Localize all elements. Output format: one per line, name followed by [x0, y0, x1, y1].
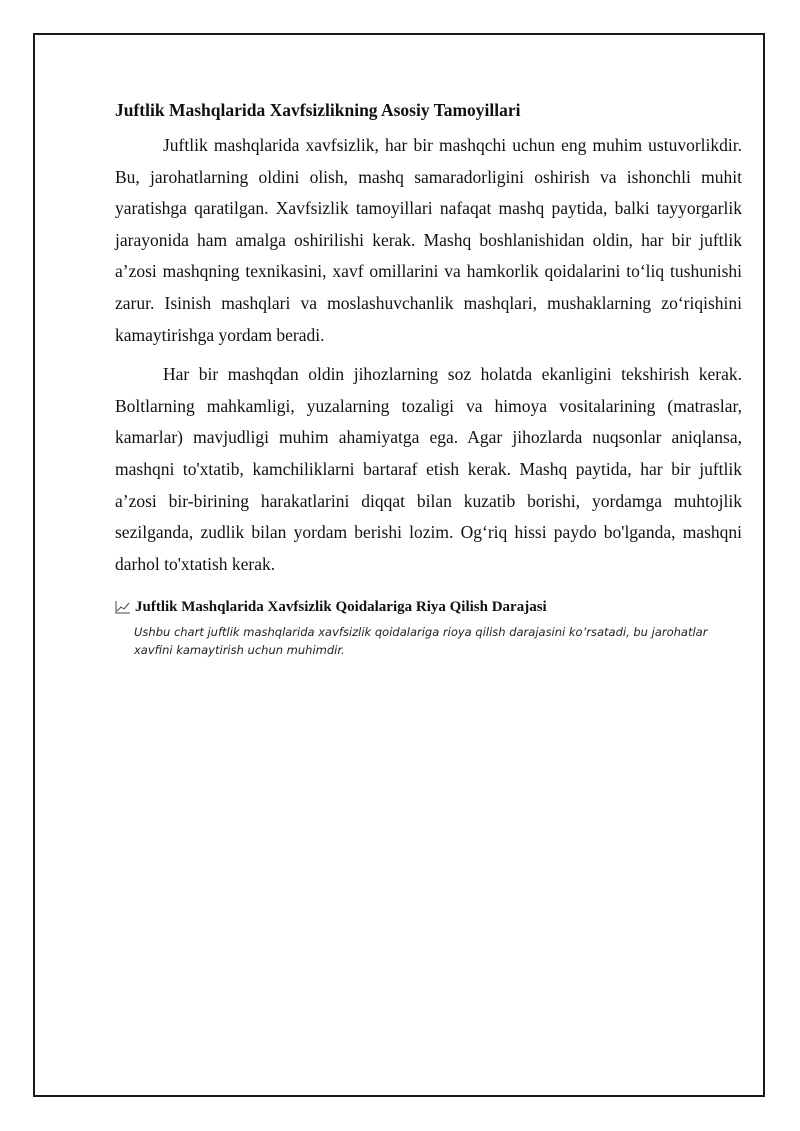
section-heading: Juftlik Mashqlarida Xavfsizlikning Asosiy Tamoyillari: [115, 100, 521, 120]
chart-title-row: [115, 596, 742, 618]
chart-caption: Ushbu chart juftlik mashqlarida xavfsizlik qoidalariga rioya qilish darajasini ko’rsatadi, bu jarohatlar xavfini kamaytirish uchun muhimdir.: [134, 625, 708, 658]
chart-title: Juftlik Mashqlarida Xavfsizlik Qoidalariga Riya Qilish Darajasi: [135, 599, 547, 616]
paragraph-safety-principles: Juftlik mashqlarida xavfsizlik, har bir mashqchi uchun eng muhim ustuvorlikdir. Bu, jarohatlarning oldini olish, mashq samaradorligini oshirish va ishonchli muhit yaratishga qaratilgan. Xavfsizlik tamoyillari nafaqat mashq paytida, balki tayyorgarlik jarayonida ham amalga oshirilishi kerak. Mashq boshlanishidan oldin, har bir juftlik a’zosi mashqning texnikasini, xavf omillarini va hamkorlik qoidalarini to‘liq tushunishi zarur. Isinish mashqlari va moslashuvchanlik mashqlari, mushaklarning zo‘riqishini kamaytirishga yordam beradi.: [115, 135, 742, 345]
chart-line-icon: [115, 600, 131, 614]
chart-placeholder: [115, 596, 742, 659]
document-body: [115, 98, 742, 659]
paragraph-equipment-check: Har bir mashqdan oldin jihozlarning soz holatda ekanligini tekshirish kerak. Boltlarning mahkamligi, yuzalarning tozaligi va himoya vositalarining (matraslar, kamarlar) mavjudligi muhim ahamiyatga ega. Agar jihozlarda nuqsonlar aniqlansa, mashqni to'xtatib, kamchiliklarni bartaraf etish kerak. Mashq paytida, har bir juftlik a’zosi bir-birining harakatlarini diqqat bilan kuzatib borishi, yordamga muhtojlik sezilganda, zudlik bilan yordam berishi lozim. Og‘riq hissi paydo bo'lganda, mashqni darhol to'xtatish kerak.: [115, 364, 742, 574]
